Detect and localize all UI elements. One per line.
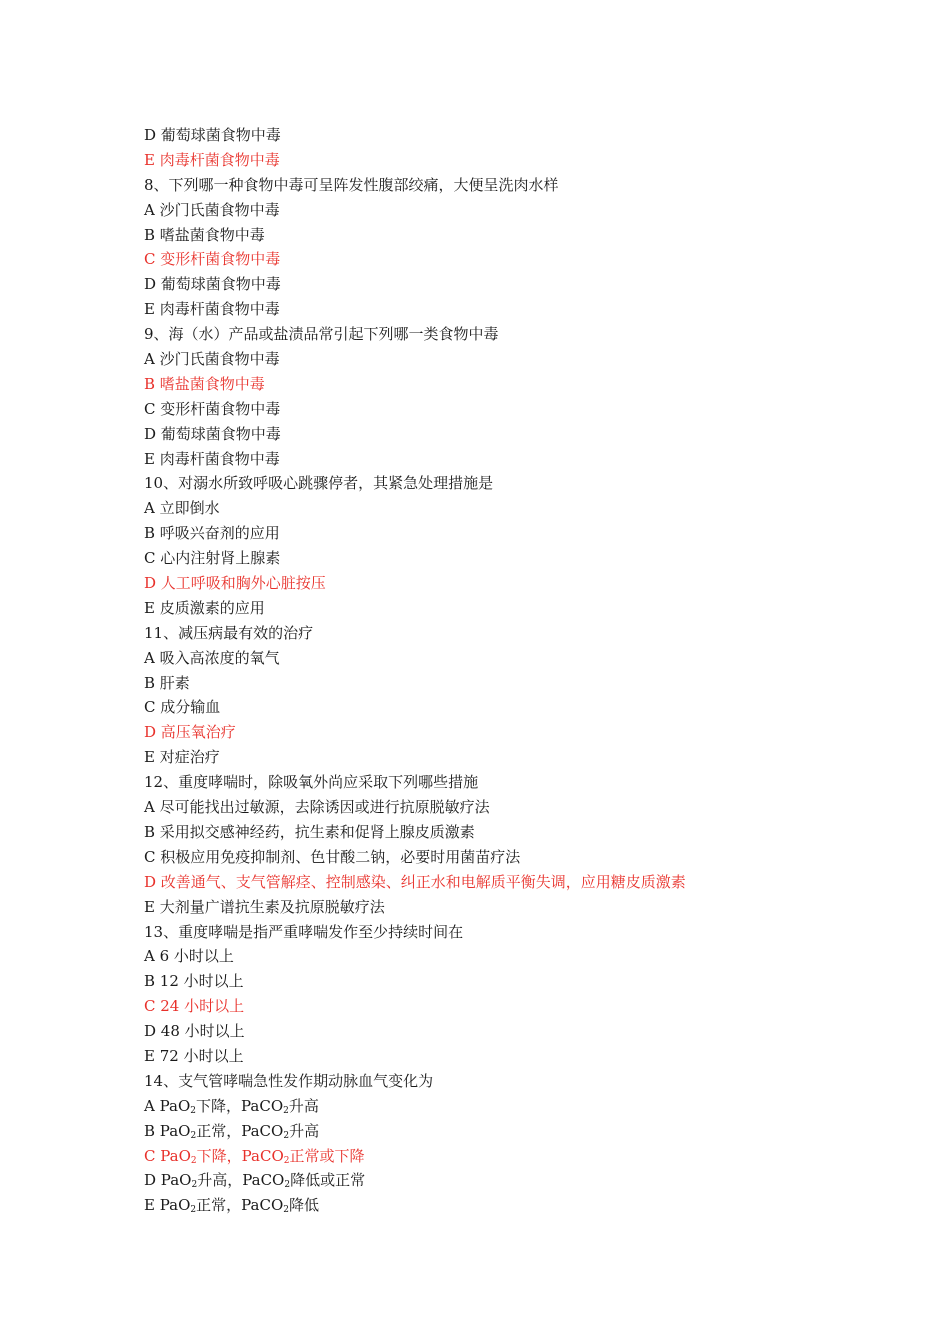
text-line: E 肉毒杆菌食物中毒 [144,300,280,319]
text-line: E 大剂量广谱抗生素及抗原脱敏疗法 [144,897,385,916]
text-line: C 成分输血 [144,698,221,717]
text-line: 11、减压病最有效的治疗 [144,623,314,642]
text-line: B 呼吸兴奋剂的应用 [144,524,280,543]
document-page [144,123,844,1218]
text-line: C 积极应用免疫抑制剂、色甘酸二钠，必要时用菌苗疗法 [144,847,521,866]
text-line: A 尽可能找出过敏源，去除诱因或进行抗原脱敏疗法 [144,798,490,817]
text-line: A 6 小时以上 [144,947,234,966]
text-line: B PaO$_2$正常，PaCO$_2$升高 [144,1121,320,1141]
answer-line: D 人工呼吸和胸外心脏按压 [144,574,326,593]
text-line: 12、重度哮喘时，除吸氧外尚应采取下列哪些措施 [144,773,479,792]
text-line: 10、对溺水所致呼吸心跳骤停者，其紧急处理措施是 [144,474,494,493]
answer-line: D 改善通气、支气管解痉、控制感染、纠正水和电解质平衡失调，应用糖皮质激素 [144,872,686,891]
text-line: 13、重度哮喘是指严重哮喘发作至少持续时间在 [144,922,464,941]
text-line: D 葡萄球菌食物中毒 [144,275,281,294]
answer-line: E 肉毒杆菌食物中毒 [144,150,280,169]
text-line: A 沙门氏菌食物中毒 [144,200,280,219]
text-line: A 沙门氏菌食物中毒 [144,350,280,369]
text-line: B 嗜盐菌食物中毒 [144,225,265,244]
text-line: 8、下列哪一种食物中毒可呈阵发性腹部绞痛，大便呈洗肉水样 [144,175,559,194]
text-line: 14、支气管哮喘急性发作期动脉血气变化为 [144,1071,434,1090]
text-line: C 变形杆菌食物中毒 [144,399,281,418]
answer-line: D 高压氧治疗 [144,723,236,742]
text-line: D PaO$_2$升高，PaCO$_2$降低或正常 [144,1171,366,1191]
text-line: A PaO$_2$下降，PaCO$_2$升高 [144,1096,319,1116]
text-line: D 葡萄球菌食物中毒 [144,424,281,443]
text-line: D 48 小时以上 [144,1022,245,1041]
text-line: B 肝素 [144,673,190,692]
text-line: A 立即倒水 [144,499,220,518]
answer-line: C PaO$_2$下降，PaCO$_2$正常或下降 [144,1146,365,1166]
answer-line: C 24 小时以上 [144,997,245,1016]
answer-line: C 变形杆菌食物中毒 [144,250,281,269]
text-line: D 葡萄球菌食物中毒 [144,126,281,144]
text-line: E PaO$_2$正常，PaCO$_2$降低 [144,1196,320,1216]
text-line: C 心内注射肾上腺素 [144,549,281,568]
text-line: E 皮质激素的应用 [144,598,265,617]
text-line: E 72 小时以上 [144,1046,244,1065]
text-line: B 12 小时以上 [144,972,244,991]
answer-line: B 嗜盐菌食物中毒 [144,374,265,393]
text-line: A 吸入高浓度的氧气 [144,648,280,667]
text-line: 9、海（水）产品或盐渍品常引起下列哪一类食物中毒 [144,325,499,344]
text-line: B 采用拟交感神经药，抗生素和促肾上腺皮质激素 [144,822,475,841]
text-line: E 对症治疗 [144,748,220,767]
text-line: E 肉毒杆菌食物中毒 [144,449,280,468]
